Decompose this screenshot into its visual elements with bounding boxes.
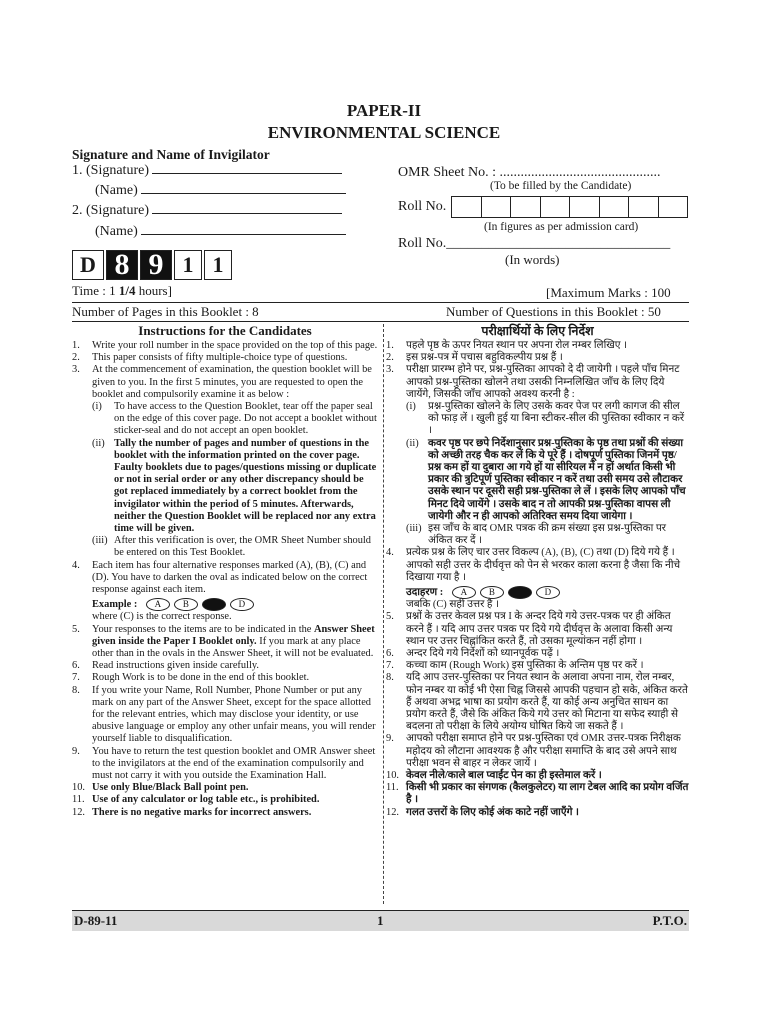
item-number: 1.	[72, 340, 80, 351]
list-item	[386, 340, 689, 352]
list-item	[72, 560, 378, 597]
item-number: 6.	[72, 660, 80, 672]
sub-item	[72, 401, 378, 438]
item-text: अन्दर दिये गये निर्देशों को ध्यानपूर्वक पढ़ें ।	[406, 647, 560, 659]
oval-c-filled	[202, 598, 226, 611]
roll-figures-note: (In figures as per admission card)	[484, 221, 639, 233]
item-text: At the commencement of examination, the question booklet will be given to you. In the first 5 minutes, you are requested to open the booklet and compulsorily examine it as below :	[92, 364, 372, 400]
oval-c-filled	[508, 586, 532, 599]
item-number: 9.	[72, 745, 80, 757]
item-text: आपको परीक्षा समाप्त होने पर प्रश्न-पुस्तिका एवं OMR उत्तर-पत्रक निरीक्षक महोदय को लौटाना आवश्यक है और परीक्षा समाप्ति के बाद उसे अपने साथ परीक्षा भवन से बाहर न लेकर जायें ।	[406, 733, 681, 769]
item-number: 10.	[72, 782, 85, 794]
sub-item-number: (i)	[406, 401, 416, 413]
item-text: To have access to the Question Booklet, tear off the paper seal on the edge of this cover page. Do not accept a booklet without sticker-seal and do not accept an open booklet.	[114, 401, 377, 437]
item-text-part: Your responses to the items are to be indicated in the	[92, 623, 315, 635]
list-item	[386, 648, 689, 660]
item-text: प्रश्न-पुस्तिका खोलने के लिए उसके कवर पेज पर लगी कागज की सील को फाड़ लें । खुली हुई या बिना स्टीकर-सील की पुस्तिका स्वीकार न करें ।	[428, 401, 685, 437]
item-number: 5.	[72, 623, 80, 635]
invigilator-name-1	[95, 183, 346, 199]
sub-item-number: (iii)	[92, 535, 108, 547]
item-text: You have to return the test question booklet and OMR Answer sheet to the invigilators at the end of the examination compulsorily and must not carry it with you outside the Examination Hall.	[92, 745, 376, 781]
column-divider	[383, 324, 384, 904]
code-digit: 1	[204, 250, 232, 280]
item-text: Tally the number of pages and number of questions in the booklet with the information printed on the cover page. Faulty booklets due to pages/questions missing or duplicate or not in serial order or any other discrepancy should be got replaced immediately by a correct booklet from the invigilator within the period of 5 minutes. Afterwards, neither the Question Booklet will be replaced nor any extra time will be given.	[114, 437, 377, 535]
list-item	[386, 364, 689, 401]
item-text: किसी भी प्रकार का संगणक (कैलकुलेटर) या लाग टेबल आदि का प्रयोग वर्जित है ।	[406, 782, 689, 806]
oval-b: B	[480, 586, 504, 599]
invigilator-name-1-label: (Name)	[95, 183, 138, 198]
list-item	[386, 770, 689, 782]
item-number: 6.	[386, 647, 394, 659]
invigilator-signature-1	[72, 163, 342, 179]
sub-item-number: (ii)	[406, 437, 419, 449]
item-text: प्रत्येक प्रश्न के लिए चार उत्तर विकल्प (A), (B), (C) तथा (D) दिये गये हैं । आपको सही उत्तर के दीर्घवृत्त को पेन से भरकर काला करना है जैसा कि नीचे दिखाया गया है ।	[406, 547, 681, 583]
oval-d: D	[536, 586, 560, 599]
list-item	[386, 547, 689, 584]
instructions-english	[72, 322, 378, 819]
oval-a: A	[452, 586, 476, 599]
item-number: 12.	[386, 806, 399, 818]
roll-box[interactable]	[628, 196, 659, 218]
item-number: 7.	[386, 660, 394, 672]
item-text: यदि आप उत्तर-पुस्तिका पर नियत स्थान के अलावा अपना नाम, रोल नम्बर, फोन नम्बर या कोई भी ऐसा चिह्न जिससे आपकी पहचान हो सके, अंकित करते हैं अथवा अभद्र भाषा का प्रयोग करते हैं, या कोई अन्य अनुचित साधन का प्रयोग करते हैं, जैसे कि अंकित किये गये उत्तर को मिटाना या सफेद स्याही से बदलना तो परीक्षा के लिये अयोग्य घोषित किये जा सकते हैं ।	[406, 672, 688, 733]
item-text: There is no negative marks for incorrect answers.	[92, 806, 312, 818]
sub-item	[72, 535, 378, 559]
item-number: 1.	[386, 340, 394, 351]
list-item	[72, 340, 378, 352]
roll-box[interactable]	[540, 196, 571, 218]
invigilator-name-2	[95, 224, 346, 240]
roll-box[interactable]	[510, 196, 541, 218]
example-label: उदाहरण :	[406, 586, 444, 598]
name-1-blank[interactable]	[141, 183, 346, 194]
item-number: 7.	[72, 672, 80, 684]
item-number: 12.	[72, 806, 85, 818]
item-text: Each item has four alternative responses marked (A), (B), (C) and (D). You have to darken the oval as indicated below on the correct response against each item.	[92, 559, 368, 596]
code-digit: 1	[174, 250, 202, 280]
list-item	[72, 782, 378, 794]
item-number: 8.	[386, 672, 394, 684]
invigilator-signature-2-label: 2. (Signature)	[72, 203, 149, 218]
item-text: This paper consists of fifty multiple-choice type of questions.	[92, 352, 348, 364]
item-text: Use only Blue/Black Ball point pen.	[92, 782, 249, 794]
roll-number-boxes[interactable]	[452, 196, 688, 218]
item-text: After this verification is over, the OMR Sheet Number should be entered on this Test Booklet.	[114, 535, 371, 559]
time-text: Time : 1	[72, 283, 119, 298]
item-number: 10.	[386, 770, 399, 781]
item-text-bold: Answer Sheet given inside the Paper I Booklet only.	[92, 623, 375, 647]
item-number: 8.	[72, 684, 80, 696]
time-unit: hours]	[135, 283, 172, 298]
name-2-blank[interactable]	[141, 224, 346, 235]
item-text: इस प्रश्न-पत्र में पचास बहुविकल्पीय प्रश्न हैं ।	[406, 352, 563, 364]
sub-item	[72, 438, 378, 536]
code-digit: 8	[106, 250, 138, 280]
item-text: गलत उत्तरों के लिए कोई अंक काटे नहीं जाएँगे ।	[406, 806, 579, 818]
list-item	[386, 782, 689, 806]
item-text: प्रश्नों के उत्तर केवल प्रश्न पत्र I के अन्दर दिये गये उत्तर-पत्रक पर ही अंकित करने हैं । यदि आप उत्तर पत्रक पर दिये गये दीर्घवृत्त के अलावा किसी अन्य स्थान पर उत्तर चिह्नांकित करते हैं, तो उसका मूल्यांकन नहीं होगा ।	[406, 611, 673, 647]
time-label	[72, 283, 172, 299]
list-item	[386, 611, 689, 648]
signature-1-blank[interactable]	[152, 163, 342, 174]
code-letter: D	[72, 250, 104, 280]
roll-no-label: Roll No.	[398, 199, 447, 214]
time-fraction: 1/4	[118, 283, 136, 298]
sub-item	[386, 438, 689, 523]
sub-item	[386, 523, 689, 547]
signature-2-blank[interactable]	[152, 203, 342, 214]
divider	[72, 302, 689, 303]
item-number: 4.	[386, 547, 394, 559]
roll-box[interactable]	[569, 196, 600, 218]
example-row	[386, 586, 689, 599]
booklet-code	[72, 248, 234, 281]
item-number: 2.	[386, 352, 394, 364]
paper-title: PAPER-II	[346, 101, 422, 120]
maximum-marks: [Maximum Marks : 100	[546, 285, 671, 300]
sub-item	[386, 401, 689, 438]
footer-pto: P.T.O.	[652, 913, 687, 928]
instructions-hindi	[386, 323, 689, 819]
list-item	[386, 672, 689, 733]
item-number: 4.	[72, 559, 80, 571]
example-note: where (C) is the correct response.	[92, 611, 232, 623]
omr-sheet-number[interactable]: OMR Sheet No. : ..............................................	[398, 165, 661, 180]
roll-box[interactable]	[658, 196, 689, 218]
item-text: Read instructions given inside carefully.	[92, 660, 259, 672]
item-number: 11.	[386, 782, 399, 794]
invigilator-signature-1-label: 1. (Signature)	[72, 163, 149, 178]
example-ovals	[452, 586, 560, 599]
sub-item-number: (iii)	[406, 523, 422, 535]
questions-count: Number of Questions in this Booklet : 50	[446, 304, 661, 319]
item-text	[92, 624, 378, 661]
oval-a: A	[146, 598, 170, 611]
roll-box[interactable]	[451, 196, 482, 218]
item-text: इस जाँच के बाद OMR पत्रक की क्रम संख्या इस प्रश्न-पुस्तिका पर अंकित कर दें ।	[428, 523, 667, 547]
list-item	[72, 685, 378, 746]
words-note: (In words)	[505, 252, 560, 267]
example-row	[72, 598, 378, 611]
item-text: परीक्षा प्रारम्भ होने पर, प्रश्न-पुस्तिका आपको दे दी जायेगी । पहले पाँच मिनट आपको प्रश्न-पुस्तिका खोलने तथा उसकी निम्नलिखित जाँच के लिए दिये जायेंगे, जिसकी जाँच आपको अवश्य करनी है :	[406, 364, 680, 400]
list-item	[72, 794, 378, 806]
omr-note: (To be filled by the Candidate)	[490, 180, 632, 192]
list-item	[386, 660, 689, 672]
item-text-part: If you mark at any place other than in the ovals in the Answer Sheet, it will not be evaluated.	[92, 635, 374, 659]
list-item	[72, 672, 378, 684]
roll-box[interactable]	[481, 196, 512, 218]
item-text: कवर पृष्ठ पर छपे निर्देशानुसार प्रश्न-पुस्तिका के पृष्ठ तथा प्रश्नों की संख्या को अच्छी तरह चैक कर लें कि ये पूरे हैं । दोषपूर्ण पुस्तिका जिनमें पृष्ठ/प्रश्न कम हों या दुबारा आ गये हों या सीरियल में न हों अर्थात किसी भी प्रकार की त्रुटिपूर्ण पुस्तिका स्वीकार न करें तथा उसी समय उसे लौटाकर उसके स्थान पर दूसरी सही प्रश्न-पुस्तिका ले लें । इसके लिए आपको पाँच मिनट दिये जायेंगे । उसके बाद न तो आपकी प्रश्न-पुस्तिका वापस ली जायेगी और न ही आपको अतिरिक्त समय दिया जायेगा ।	[428, 437, 686, 522]
item-text: Use of any calculator or log table etc., is prohibited.	[92, 794, 320, 806]
oval-b: B	[174, 598, 198, 611]
roll-in-words[interactable]: Roll No.________________________________	[398, 236, 671, 251]
item-number: 5.	[386, 611, 394, 623]
page-number: 1	[377, 913, 384, 928]
pages-count: Number of Pages in this Booklet : 8	[72, 304, 259, 319]
item-text: Rough Work is to be done in the end of this booklet.	[92, 672, 310, 684]
list-item	[72, 364, 378, 401]
list-item	[72, 352, 378, 364]
example-label: Example :	[92, 599, 138, 611]
list-item	[72, 660, 378, 672]
item-text: If you write your Name, Roll Number, Phone Number or put any mark on any part of the Answer Sheet, except for the space allotted for the relevant entries, which may disclose your identity, or use abusive language or employ any other unfair means, you will render yourself liable to disqualification.	[92, 684, 376, 745]
code-digit: 9	[140, 250, 172, 280]
sub-item-number: (i)	[92, 401, 102, 413]
footer-code: D-89-11	[74, 913, 118, 928]
invigilator-heading: Signature and Name of Invigilator	[72, 147, 270, 162]
example-note: जबकि (C) सही उत्तर है ।	[406, 599, 499, 611]
item-number: 3.	[386, 364, 394, 376]
item-number: 9.	[386, 733, 394, 745]
invigilator-signature-2	[72, 203, 342, 219]
item-number: 3.	[72, 364, 80, 376]
list-item	[72, 746, 378, 783]
item-text: कच्चा काम (Rough Work) इस पुस्तिका के अन्तिम पृष्ठ पर करें ।	[406, 660, 644, 672]
english-heading: Instructions for the Candidates	[138, 323, 312, 338]
subject-title: ENVIRONMENTAL SCIENCE	[267, 123, 501, 142]
list-item	[386, 733, 689, 770]
invigilator-name-2-label: (Name)	[95, 224, 138, 239]
list-item	[386, 807, 689, 819]
roll-box[interactable]	[599, 196, 630, 218]
list-item	[72, 624, 378, 661]
item-text: पहले पृष्ठ के ऊपर नियत स्थान पर अपना रोल नम्बर लिखिए ।	[406, 340, 628, 351]
list-item	[386, 352, 689, 364]
sub-item-number: (ii)	[92, 437, 105, 449]
item-text: Write your roll number in the space provided on the top of this page.	[92, 340, 378, 351]
item-number: 11.	[72, 794, 85, 806]
item-number: 2.	[72, 352, 80, 364]
hindi-heading: परीक्षार्थियों के लिए निर्देश	[481, 324, 594, 338]
item-text: केवल नीले/काले बाल प्वाईंट पेन का ही इस्तेमाल करें ।	[406, 770, 602, 781]
list-item	[72, 807, 378, 819]
page-footer	[72, 910, 689, 931]
oval-d: D	[230, 598, 254, 611]
example-ovals	[146, 598, 254, 611]
